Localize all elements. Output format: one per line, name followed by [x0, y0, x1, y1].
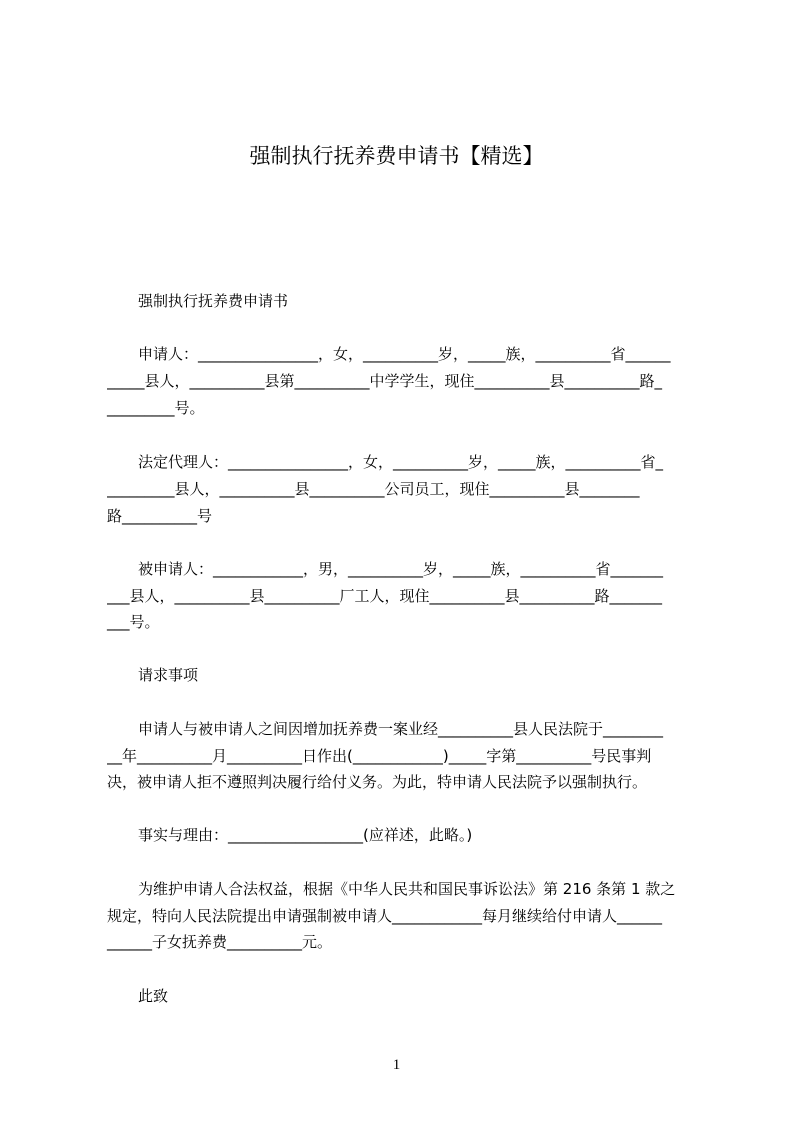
agent-line-1: 法定代理人：________________，女，__________岁，_____族，__________省_ — [138, 453, 664, 471]
request-line-2: __年__________月__________日作出(____________)_____字第__________号民事判 — [107, 747, 652, 765]
page-number: 1 — [392, 1057, 401, 1073]
applicant-line-3: _________号。 — [107, 399, 205, 417]
basis-line-1: 为维护申请人合法权益，根据《中华人民共和国民事诉讼法》第 216 条第 1 款之 — [138, 880, 676, 898]
facts-line: 事实与理由：__________________(应祥述，此略。) — [138, 826, 473, 844]
respondent-line-1: 被申请人：____________，男，__________岁，_____族，__________省_______ — [138, 560, 664, 578]
applicant-line-1: 申请人：________________，女，__________岁，_____族，__________省______ — [138, 345, 671, 363]
respondent-line-3: ___号。 — [107, 613, 160, 631]
request-line-3: 决，被申请人拒不遵照判决履行给付义务。为此，特申请人民法院予以强制执行。 — [107, 773, 648, 791]
document-subtitle: 强制执行抚养费申请书 — [138, 292, 289, 310]
basis-line-2: 规定，特向人民法院提出申请强制被申请人____________每月继续给付申请人______ — [107, 907, 663, 925]
basis-line-3: ______子女抚养费__________元。 — [107, 933, 333, 951]
applicant-line-2: _____县人，__________县第__________中学学生，现住__________县__________路_ — [107, 372, 663, 390]
agent-line-3: 路__________号 — [107, 507, 213, 525]
agent-line-2: _________县人，__________县__________公司员工，现住__________县________ — [107, 480, 640, 498]
request-heading: 请求事项 — [138, 666, 199, 684]
request-line-1: 申请人与被申请人之间因增加抚养费一案业经__________县人民法院于________ — [138, 720, 664, 738]
document-title: 强制执行抚养费申请书【精选】 — [249, 144, 544, 168]
respondent-line-2: ___县人，__________县__________厂工人，现住__________县__________路_______ — [107, 587, 663, 605]
closing-line: 此致 — [138, 987, 169, 1005]
